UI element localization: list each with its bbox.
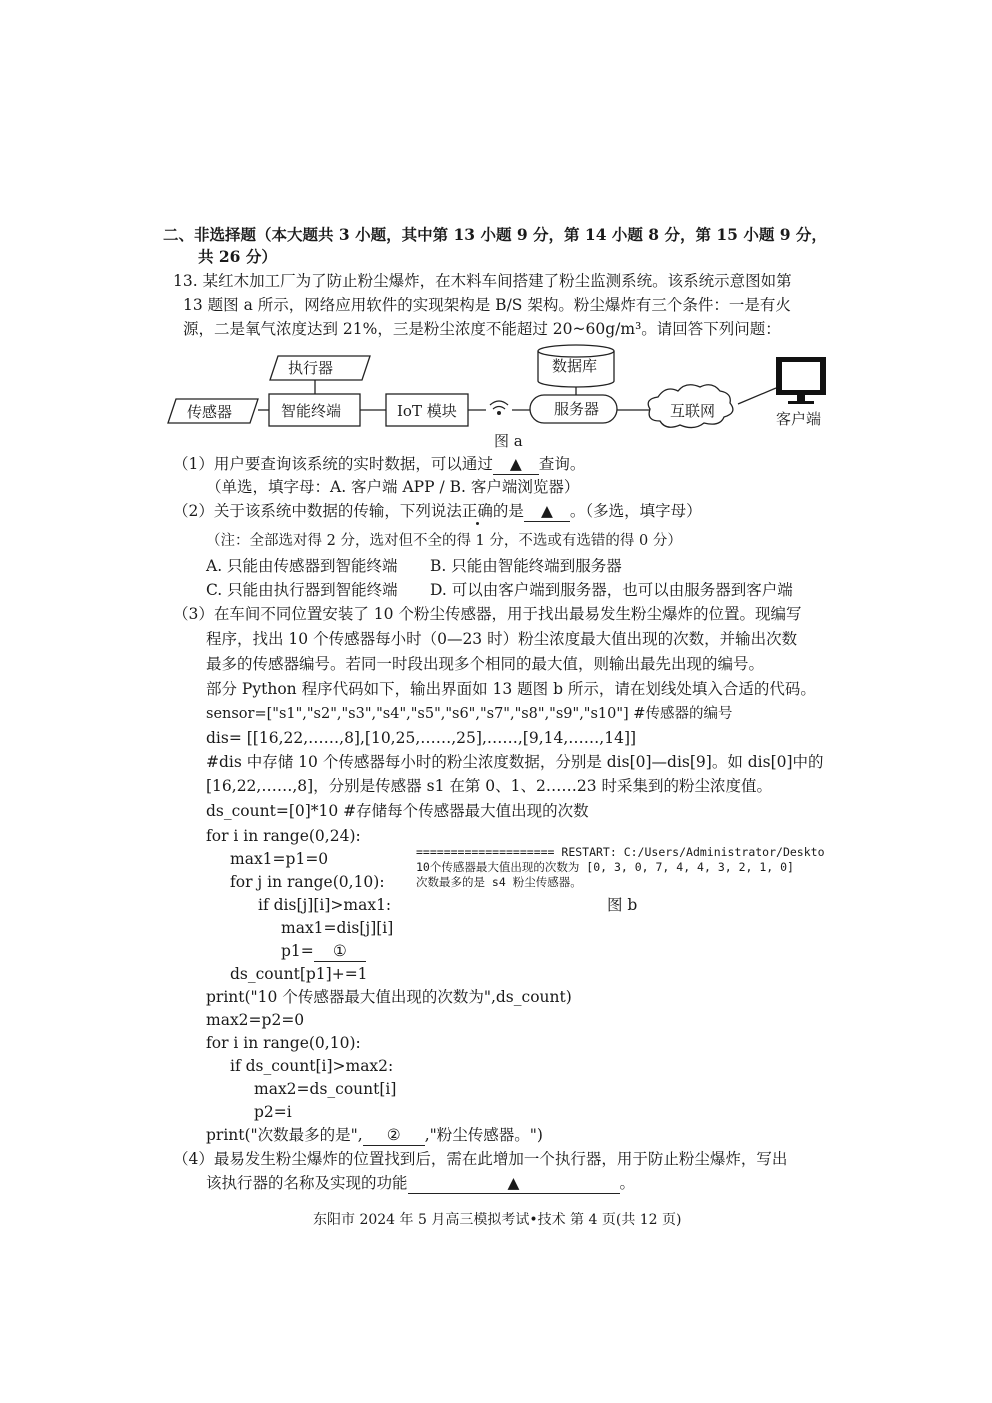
part2-note: （注：全部选对得 2 分，选对但不全的得 1 分，不选或有选错的得 0 分） xyxy=(206,533,682,549)
part1-note: （单选，填字母：A. 客户端 APP / B. 客户端浏览器） xyxy=(206,478,580,496)
code-ds-count: ds_count=[0]*10 #存储每个传感器最大值出现的次数 xyxy=(206,802,589,820)
part1-answer-blank[interactable]: ▲ xyxy=(493,454,539,475)
figure-a-caption: 图 a xyxy=(494,432,523,450)
terminal-label: 智能终端 xyxy=(281,402,342,420)
code-ds-count-inc: ds_count[p1]+=1 xyxy=(230,965,368,983)
figure-b-output-line2: 次数最多的是 s4 粉尘传感器。 xyxy=(416,875,582,889)
database-label: 数据库 xyxy=(552,357,598,375)
part2-option-c: C. 只能由执行器到智能终端 xyxy=(206,581,398,599)
part4-line1: （4）最易发生粉尘爆炸的位置找到后，需在此增加一个执行器，用于防止粉尘爆炸，写出 xyxy=(173,1150,788,1168)
part4-line2: 该执行器的名称及实现的功能 ▲ 。 xyxy=(206,1174,636,1192)
blank-2[interactable]: ② xyxy=(363,1125,425,1146)
code-max1-assign: max1=dis[j][i] xyxy=(281,919,394,937)
server-label: 服务器 xyxy=(554,400,600,418)
part3-line3: 最多的传感器编号。若同一时段出现多个相同的最大值，则输出最先出现的编号。 xyxy=(206,655,765,673)
part2-option-b: B. 只能由智能终端到服务器 xyxy=(430,557,622,575)
q13-intro-line1: 13. 某红木加工厂为了防止粉尘爆炸，在木料车间搭建了粉尘监测系统。该系统示意图如第 xyxy=(173,272,792,290)
code-if-dis: if dis[j][i]>max1: xyxy=(258,896,392,914)
part2-option-a: A. 只能由传感器到智能终端 xyxy=(206,557,398,575)
q13-intro-line3: 源，二是氧气浓度达到 21%，三是粉尘浓度不能超过 20~60g/m³。请回答下列问题： xyxy=(183,320,781,338)
part3-line4: 部分 Python 程序代码如下，输出界面如 13 题图 b 所示，请在划线处填入合适的代码。 xyxy=(206,680,816,698)
code-p1-assign: p1= ① xyxy=(281,941,366,962)
part1-question: （1）用户要查询该系统的实时数据，可以通过 ▲ 查询。 xyxy=(173,455,586,473)
blank-1[interactable]: ① xyxy=(314,941,366,962)
code-print-1: print("10 个传感器最大值出现的次数为",ds_count) xyxy=(206,988,572,1006)
part2-emphasis: 正确 xyxy=(461,502,493,520)
figure-b-output-line1: 10个传感器最大值出现的次数为 [0, 3, 0, 7, 4, 4, 3, 2, 1, 0] xyxy=(416,860,794,874)
code-comment-dis-1: #dis 中存储 10 个传感器每小时的粉尘浓度数据，分别是 dis[0]—dis[9]。如 dis[0]中的 xyxy=(206,753,824,771)
code-for-j: for j in range(0,10): xyxy=(230,873,385,891)
code-max1-init: max1=p1=0 xyxy=(230,850,329,868)
code-max2-assign: max2=ds_count[i] xyxy=(254,1080,397,1098)
client-label: 客户端 xyxy=(776,410,822,428)
part2-option-d: D. 可以由客户端到服务器，也可以由服务器到客户端 xyxy=(430,581,793,599)
code-for-i: for i in range(0,24): xyxy=(206,827,361,845)
code-p2-assign: p2=i xyxy=(254,1103,292,1121)
code-for-i-2: for i in range(0,10): xyxy=(206,1034,361,1052)
actuator-label: 执行器 xyxy=(288,359,334,377)
code-sensor-list: sensor=["s1","s2","s3","s4","s5","s6","s7","s8","s9","s10"] #传感器的编号 xyxy=(206,706,733,722)
figure-b-caption: 图 b xyxy=(607,896,638,914)
page-footer: 东阳市 2024 年 5 月高三模拟考试•技术 第 4 页(共 12 页) xyxy=(313,1212,682,1228)
code-dis-list: dis= [[16,22,……,8],[10,25,……,25],……,[9,14,……,14]] xyxy=(206,729,637,747)
code-comment-dis-2: [16,22,……,8]，分别是传感器 s1 在第 0、1、2……23 时采集到的粉尘浓度值。 xyxy=(206,777,773,795)
client-monitor-icon xyxy=(776,357,826,404)
sensor-label: 传感器 xyxy=(187,403,233,421)
section-header-line1: 二、非选择题（本大题共 3 小题，其中第 13 小题 9 分，第 14 小题 8 分，第 15 小题 9 分， xyxy=(163,225,827,244)
figure-b-restart-line: ==================== RESTART: C:/Users/Administrator/Deskto xyxy=(416,845,825,859)
code-max2-init: max2=p2=0 xyxy=(206,1011,305,1029)
iot-label: IoT 模块 xyxy=(397,402,457,420)
part4-answer-blank[interactable]: ▲ xyxy=(408,1173,620,1194)
q13-intro-line2: 13 题图 a 所示，网络应用软件的实现架构是 B/S 架构。粉尘爆炸有三个条件：一是有火 xyxy=(183,296,791,314)
internet-label: 互联网 xyxy=(670,402,716,420)
section-header-line2: 共 26 分） xyxy=(198,247,277,266)
part2-question: （2）关于该系统中数据的传输，下列说法正确的是 ▲ 。（多选，填字母） xyxy=(173,502,702,520)
part3-line1: （3）在车间不同位置安装了 10 个粉尘传感器，用于找出最易发生粉尘爆炸的位置。现编写 xyxy=(173,605,802,623)
part2-answer-blank[interactable]: ▲ xyxy=(524,501,570,522)
part3-line2: 程序，找出 10 个传感器每小时（0—23 时）粉尘浓度最大值出现的次数，并输出次数 xyxy=(206,630,798,648)
code-print-2: print("次数最多的是", ② ,"粉尘传感器。") xyxy=(206,1126,543,1144)
code-if-ds-count: if ds_count[i]>max2: xyxy=(230,1057,394,1075)
